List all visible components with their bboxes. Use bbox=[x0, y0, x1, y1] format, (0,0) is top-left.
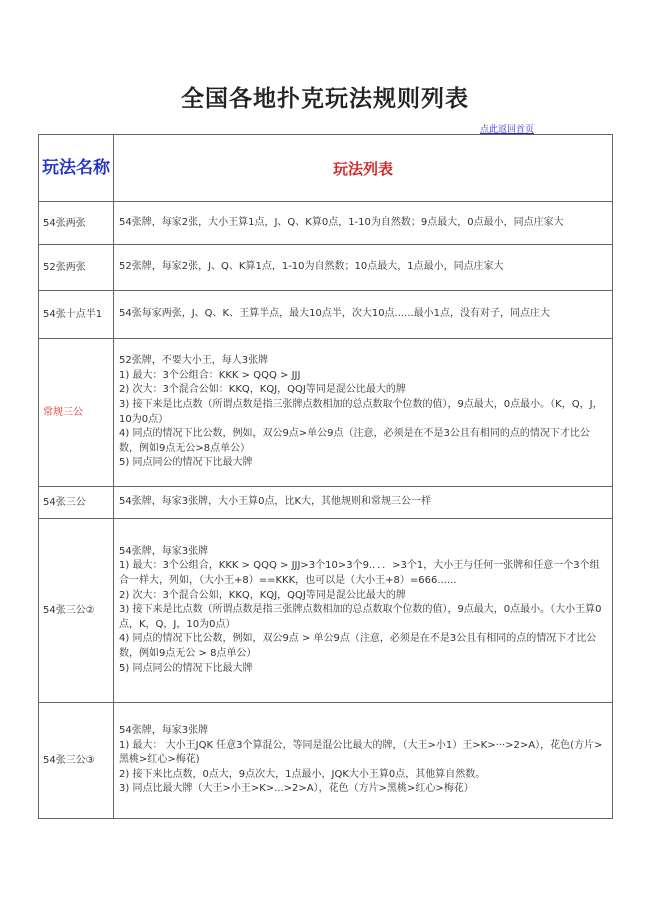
game-name: 54张三公② bbox=[39, 519, 114, 703]
column-header-name: 玩法名称 bbox=[39, 135, 114, 202]
table-row bbox=[39, 339, 613, 487]
table-row bbox=[39, 245, 613, 291]
game-name: 52张两张 bbox=[39, 245, 114, 291]
game-name: 54张三公 bbox=[39, 487, 114, 519]
rule-line: 3) 接下来是比点数（所谓点数是指三张牌点数相加的总点数取个位数的值），9点最大，0点最小。（K，Q，J，10为0点） bbox=[119, 398, 603, 425]
rule-line: 54张牌，每家2张，大小王算1点，J、Q、K算0点，1-10为自然数；9点最大，0点最小，同点庄家大 bbox=[119, 216, 564, 228]
page-title: 全国各地扑克玩法规则列表 bbox=[181, 85, 469, 112]
rule-line: 1) 最大： 大小王JQK 任意3个算混公，等同是混公比最大的牌，（大王>小1）王>K>···>2>A），花色(方片>黑桃>红心>梅花) bbox=[119, 739, 603, 766]
rule-line: 54张牌，每家3张牌 bbox=[119, 545, 209, 557]
game-rules bbox=[114, 703, 613, 819]
rules-table bbox=[38, 134, 613, 819]
rule-line: 2) 次大：3个混合公如：KKQ，KQJ，QQJ等同是混公比最大的牌 bbox=[119, 384, 406, 396]
game-rules bbox=[114, 245, 613, 291]
rule-line: 54张牌，每家3张牌，大小王算0点，比K大，其他规则和常规三公一样 bbox=[119, 496, 432, 508]
game-rules bbox=[114, 202, 613, 245]
game-name: 54张三公③ bbox=[39, 703, 114, 819]
game-rules bbox=[114, 519, 613, 703]
rule-line: 2) 次大：3个混合公如，KKQ，KQJ，QQJ等同是混公比最大的牌 bbox=[119, 589, 406, 601]
rule-line: 1) 最大：3个公组合：KKK > QQQ > JJJ bbox=[119, 369, 301, 381]
rule-line: 1) 最大：3个公组合，KKK > QQQ > JJJ>3个10>3个9.．．．>3个1，大小王与任何一张牌和任意一个3个组合一样大，列如，（大小王+8）==KKK，也可以是（大小王+8）=666...... bbox=[119, 560, 600, 587]
rule-line: 3) 同点比最大牌（大王>小王>K>...>2>A），花色（方片>黑桃>红心>梅花） bbox=[119, 783, 474, 795]
rule-line: 5) 同点同公的情况下比最大牌 bbox=[119, 457, 253, 469]
rule-line: 3) 接下来是比点数（所谓点数是指三张牌点数相加的总点数取个位数的值），9点最大，0点最小。（大小王算0点，K，Q，J，10为0点） bbox=[119, 604, 602, 630]
game-rules bbox=[114, 487, 613, 519]
rule-line: 5) 同点同公的情况下比最大牌 bbox=[119, 662, 253, 674]
table-row bbox=[39, 519, 613, 703]
rule-line: 52张牌，不要大小王，每人3张牌 bbox=[119, 355, 269, 367]
column-header-list: 玩法列表 bbox=[114, 135, 613, 202]
game-name: 常规三公 bbox=[39, 339, 114, 487]
table-row bbox=[39, 487, 613, 519]
rule-line: 54张每家两张，J、Q、K、王算半点，最大10点半，次大10点......最小1点，没有对子，同点庄大 bbox=[119, 308, 550, 320]
table-header-row bbox=[39, 135, 613, 202]
rule-line: 4) 同点的情况下比公数，例如，双公9点 > 单公9点（注意，必须是在不是3公且有相同的点的情况下才比公数，例如9点无公 > 8点单公） bbox=[119, 633, 597, 659]
table-row bbox=[39, 202, 613, 245]
rule-line: 2) 接下来比点数，0点大，9点次大，1点最小，JQK大小王算0点，其他算自然数。 bbox=[119, 768, 486, 780]
table-row bbox=[39, 291, 613, 339]
game-rules bbox=[114, 291, 613, 339]
rule-line: 54张牌，每家3张牌 bbox=[119, 725, 209, 737]
back-to-home-link[interactable]: 点此返回首页 bbox=[480, 125, 535, 135]
table-row bbox=[39, 703, 613, 819]
rule-line: 52张牌，每家2张，J、Q、K算1点，1-10为自然数；10点最大，1点最小，同点庄家大 bbox=[119, 261, 504, 273]
game-name: 54张十点半1 bbox=[39, 291, 114, 339]
game-name: 54张两张 bbox=[39, 202, 114, 245]
game-rules bbox=[114, 339, 613, 487]
rule-line: 4) 同点的情况下比公数，例如，双公9点>单公9点（注意，必须是在不是3公且有相同的点的情况下才比公数，例如9点无公>8点单公） bbox=[119, 428, 590, 454]
